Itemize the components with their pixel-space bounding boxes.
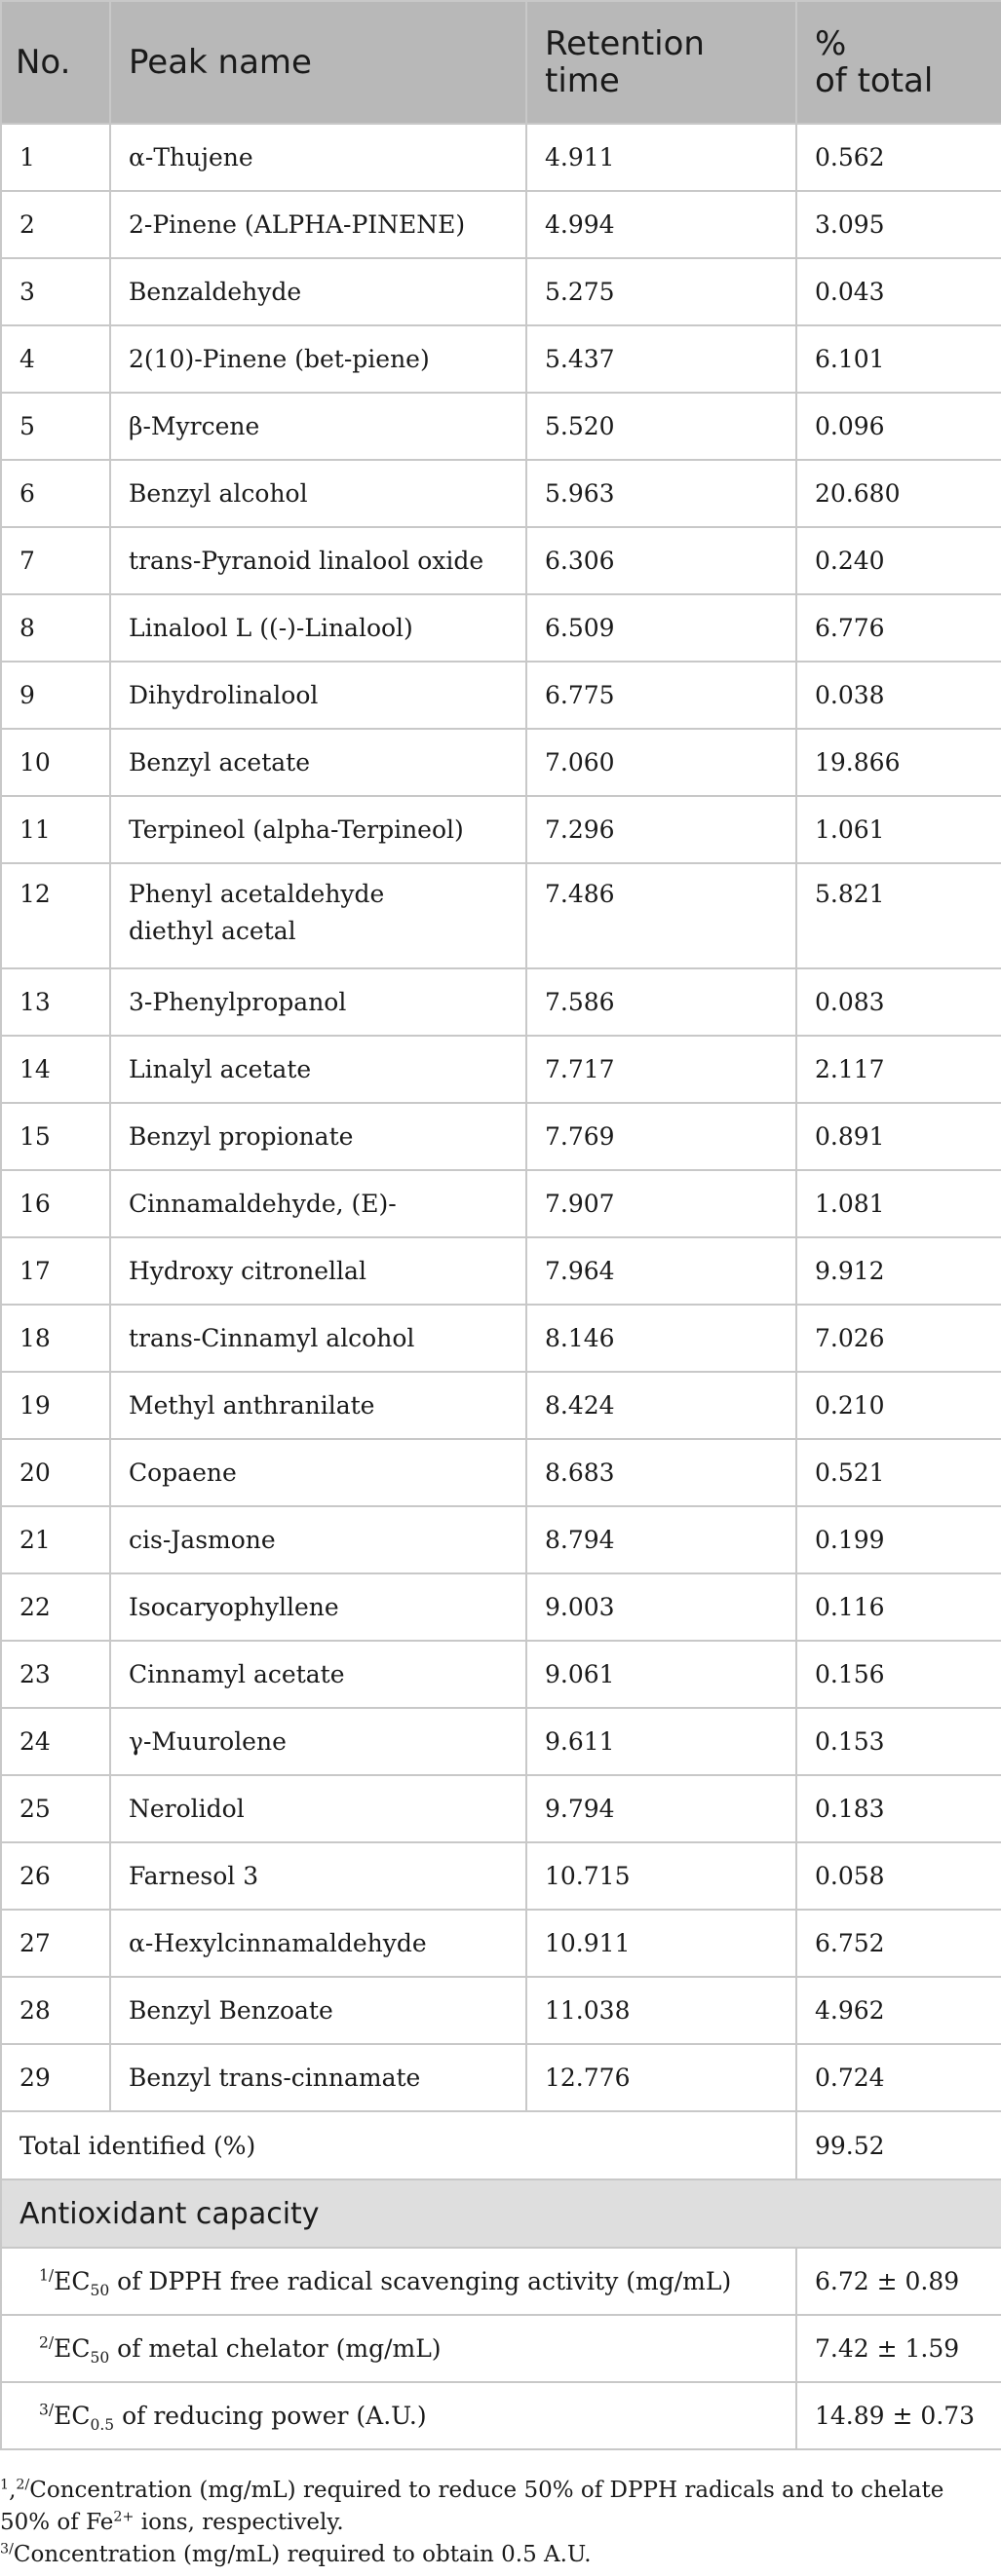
percent-of-total: 9.912 [796, 1237, 1001, 1305]
peak-name: Isocaryophyllene [110, 1573, 526, 1641]
row-number: 24 [1, 1708, 110, 1775]
footnote-1-separator: , [9, 2478, 17, 2503]
row-number: 4 [1, 325, 110, 393]
total-label: Total identified (%) [1, 2111, 796, 2179]
row-number: 16 [1, 1170, 110, 1237]
peak-name: Cinnamyl acetate [110, 1641, 526, 1708]
retention-time: 7.907 [526, 1170, 796, 1237]
percent-of-total: 0.562 [796, 124, 1001, 191]
row-number: 3 [1, 258, 110, 325]
percent-of-total: 0.083 [796, 968, 1001, 1036]
row-number: 14 [1, 1036, 110, 1103]
footnotes [0, 2475, 984, 2571]
peak-name: Benzyl propionate [110, 1103, 526, 1170]
antioxidant-ec-subscript: 50 [90, 2282, 110, 2299]
antioxidant-row [1, 2382, 1001, 2449]
footnote-1-ion-charge: 2+ [113, 2509, 135, 2525]
table-row [1, 968, 1001, 1036]
percent-of-total: 0.521 [796, 1439, 1001, 1506]
row-number: 21 [1, 1506, 110, 1573]
row-number: 9 [1, 662, 110, 729]
percent-of-total: 6.752 [796, 1910, 1001, 1977]
percent-of-total: 0.058 [796, 1842, 1001, 1910]
peak-name: α-Thujene [110, 124, 526, 191]
table-header-row [1, 1, 1001, 124]
table-row [1, 1775, 1001, 1842]
header-no: No. [1, 1, 110, 124]
header-percent-total: % of total [796, 1, 1001, 124]
row-number: 17 [1, 1237, 110, 1305]
table-row [1, 460, 1001, 527]
retention-time: 9.061 [526, 1641, 796, 1708]
percent-of-total: 1.061 [796, 796, 1001, 863]
percent-of-total: 0.891 [796, 1103, 1001, 1170]
table-row [1, 729, 1001, 796]
percent-of-total: 3.095 [796, 191, 1001, 258]
retention-time: 7.060 [526, 729, 796, 796]
table-row [1, 191, 1001, 258]
percent-of-total: 0.153 [796, 1708, 1001, 1775]
footnote-1 [0, 2475, 984, 2539]
table-row [1, 393, 1001, 460]
retention-time: 5.963 [526, 460, 796, 527]
footnote-1-marker-a: 1 [0, 2477, 10, 2493]
percent-of-total: 0.199 [796, 1506, 1001, 1573]
retention-time: 5.437 [526, 325, 796, 393]
row-number: 15 [1, 1103, 110, 1170]
peak-name: Hydroxy citronellal [110, 1237, 526, 1305]
peak-name: Benzyl trans-cinnamate [110, 2044, 526, 2111]
antioxidant-row [1, 2248, 1001, 2315]
percent-of-total: 0.183 [796, 1775, 1001, 1842]
percent-of-total: 0.210 [796, 1372, 1001, 1439]
antioxidant-row [1, 2315, 1001, 2382]
antioxidant-ec-subscript: 0.5 [90, 2416, 115, 2434]
retention-time: 10.715 [526, 1842, 796, 1910]
peak-name: trans-Pyranoid linalool oxide [110, 527, 526, 594]
row-number: 1 [1, 124, 110, 191]
retention-time: 8.794 [526, 1506, 796, 1573]
row-number: 22 [1, 1573, 110, 1641]
table-row [1, 1170, 1001, 1237]
row-number: 8 [1, 594, 110, 662]
compound-rows [1, 124, 1001, 2111]
peak-name: γ-Muurolene [110, 1708, 526, 1775]
antioxidant-label [1, 2248, 796, 2315]
peak-name: Linalool L ((-)-Linalool) [110, 594, 526, 662]
row-number: 12 [1, 863, 110, 968]
percent-of-total: 2.117 [796, 1036, 1001, 1103]
antioxidant-footnote-marker: 1/ [39, 2266, 55, 2285]
total-value: 99.52 [796, 2111, 1001, 2179]
table-row [1, 2044, 1001, 2111]
retention-time: 4.911 [526, 124, 796, 191]
table-row [1, 1036, 1001, 1103]
peak-name: 3-Phenylpropanol [110, 968, 526, 1036]
table-row [1, 1237, 1001, 1305]
percent-of-total: 0.043 [796, 258, 1001, 325]
row-number: 18 [1, 1305, 110, 1372]
antioxidant-ec: EC [54, 2402, 91, 2430]
footnote-1-marker-b: 2/ [16, 2477, 30, 2493]
retention-time: 8.146 [526, 1305, 796, 1372]
row-number: 25 [1, 1775, 110, 1842]
retention-time: 11.038 [526, 1977, 796, 2044]
peak-name: β-Myrcene [110, 393, 526, 460]
percent-of-total: 0.116 [796, 1573, 1001, 1641]
table-row [1, 258, 1001, 325]
peak-name: Benzaldehyde [110, 258, 526, 325]
antioxidant-description: of metal chelator (mg/mL) [109, 2334, 442, 2363]
peak-name: Copaene [110, 1439, 526, 1506]
antioxidant-label [1, 2382, 796, 2449]
antioxidant-footnote-marker: 2/ [39, 2333, 55, 2352]
peak-name: Benzyl Benzoate [110, 1977, 526, 2044]
antioxidant-description: of reducing power (A.U.) [114, 2402, 427, 2430]
row-number: 11 [1, 796, 110, 863]
retention-time: 6.775 [526, 662, 796, 729]
antioxidant-value: 6.72 ± 0.89 [796, 2248, 1001, 2315]
row-number: 2 [1, 191, 110, 258]
percent-of-total: 5.821 [796, 863, 1001, 968]
retention-time: 5.520 [526, 393, 796, 460]
footnote-1-text-b: ions, respectively. [134, 2510, 344, 2535]
footnote-2 [0, 2539, 984, 2571]
antioxidant-value: 14.89 ± 0.73 [796, 2382, 1001, 2449]
antioxidant-section-title: Antioxidant capacity [1, 2179, 1001, 2248]
table-row [1, 863, 1001, 968]
table-row [1, 124, 1001, 191]
retention-time: 4.994 [526, 191, 796, 258]
row-number: 29 [1, 2044, 110, 2111]
table-row [1, 1103, 1001, 1170]
percent-of-total: 6.776 [796, 594, 1001, 662]
table-row [1, 1506, 1001, 1573]
peak-name: 2-Pinene (ALPHA-PINENE) [110, 191, 526, 258]
total-row [1, 2111, 1001, 2179]
peak-name: Terpineol (alpha-Terpineol) [110, 796, 526, 863]
peak-name: Farnesol 3 [110, 1842, 526, 1910]
footnote-2-text: Concentration (mg/mL) required to obtain 0.5 A.U. [13, 2542, 592, 2567]
peak-name: Cinnamaldehyde, (E)- [110, 1170, 526, 1237]
retention-time: 6.306 [526, 527, 796, 594]
retention-time: 7.769 [526, 1103, 796, 1170]
peak-name: Phenyl acetaldehyde diethyl acetal [110, 863, 526, 968]
retention-time: 12.776 [526, 2044, 796, 2111]
retention-time: 9.611 [526, 1708, 796, 1775]
peak-name: cis-Jasmone [110, 1506, 526, 1573]
retention-time: 8.683 [526, 1439, 796, 1506]
table-row [1, 1305, 1001, 1372]
percent-of-total: 0.096 [796, 393, 1001, 460]
row-number: 27 [1, 1910, 110, 1977]
row-number: 19 [1, 1372, 110, 1439]
retention-time: 7.296 [526, 796, 796, 863]
retention-time: 7.717 [526, 1036, 796, 1103]
row-number: 20 [1, 1439, 110, 1506]
percent-of-total: 19.866 [796, 729, 1001, 796]
table-row [1, 1842, 1001, 1910]
peak-name: 2(10)-Pinene (bet-piene) [110, 325, 526, 393]
percent-of-total: 0.038 [796, 662, 1001, 729]
retention-time: 6.509 [526, 594, 796, 662]
peak-name: Benzyl acetate [110, 729, 526, 796]
antioxidant-label [1, 2315, 796, 2382]
antioxidant-ec: EC [54, 2267, 91, 2295]
footnote-1-text-a: Concentration (mg/mL) required to reduce 50% of DPPH radicals and to chelate 50% of Fe [0, 2478, 944, 2535]
table-row [1, 1977, 1001, 2044]
row-number: 6 [1, 460, 110, 527]
row-number: 23 [1, 1641, 110, 1708]
row-number: 26 [1, 1842, 110, 1910]
header-retention-time: Retention time [526, 1, 796, 124]
percent-of-total: 0.724 [796, 2044, 1001, 2111]
row-number: 13 [1, 968, 110, 1036]
peak-name: Linalyl acetate [110, 1036, 526, 1103]
peak-name: Benzyl alcohol [110, 460, 526, 527]
table-row [1, 1641, 1001, 1708]
table-row [1, 1573, 1001, 1641]
retention-time: 10.911 [526, 1910, 796, 1977]
retention-time: 7.486 [526, 863, 796, 968]
table-row [1, 325, 1001, 393]
retention-time: 9.003 [526, 1573, 796, 1641]
percent-of-total: 4.962 [796, 1977, 1001, 2044]
antioxidant-value: 7.42 ± 1.59 [796, 2315, 1001, 2382]
retention-time: 7.586 [526, 968, 796, 1036]
table-row [1, 796, 1001, 863]
row-number: 7 [1, 527, 110, 594]
peak-name: Nerolidol [110, 1775, 526, 1842]
percent-of-total: 7.026 [796, 1305, 1001, 1372]
retention-time: 8.424 [526, 1372, 796, 1439]
peak-name: α-Hexylcinnamaldehyde [110, 1910, 526, 1977]
footnote-2-marker: 3/ [0, 2541, 14, 2557]
percent-of-total: 0.156 [796, 1641, 1001, 1708]
peak-name: trans-Cinnamyl alcohol [110, 1305, 526, 1372]
percent-of-total: 6.101 [796, 325, 1001, 393]
table-row [1, 1910, 1001, 1977]
row-number: 10 [1, 729, 110, 796]
table-row [1, 594, 1001, 662]
header-peak-name: Peak name [110, 1, 526, 124]
antioxidant-ec: EC [54, 2334, 91, 2363]
peak-name: Dihydrolinalool [110, 662, 526, 729]
row-number: 28 [1, 1977, 110, 2044]
percent-of-total: 20.680 [796, 460, 1001, 527]
row-number: 5 [1, 393, 110, 460]
percent-of-total: 1.081 [796, 1170, 1001, 1237]
retention-time: 5.275 [526, 258, 796, 325]
table-row [1, 527, 1001, 594]
antioxidant-description: of DPPH free radical scavenging activity (mg/mL) [109, 2267, 732, 2295]
percent-of-total: 0.240 [796, 527, 1001, 594]
antioxidant-footnote-marker: 3/ [39, 2401, 55, 2419]
table-row [1, 1372, 1001, 1439]
antioxidant-section-row [1, 2179, 1001, 2248]
peak-name: Methyl anthranilate [110, 1372, 526, 1439]
retention-time: 7.964 [526, 1237, 796, 1305]
table-row [1, 1439, 1001, 1506]
retention-time: 9.794 [526, 1775, 796, 1842]
table-row [1, 662, 1001, 729]
antioxidant-ec-subscript: 50 [90, 2349, 110, 2367]
table-row [1, 1708, 1001, 1775]
antioxidant-rows [1, 2248, 1001, 2449]
